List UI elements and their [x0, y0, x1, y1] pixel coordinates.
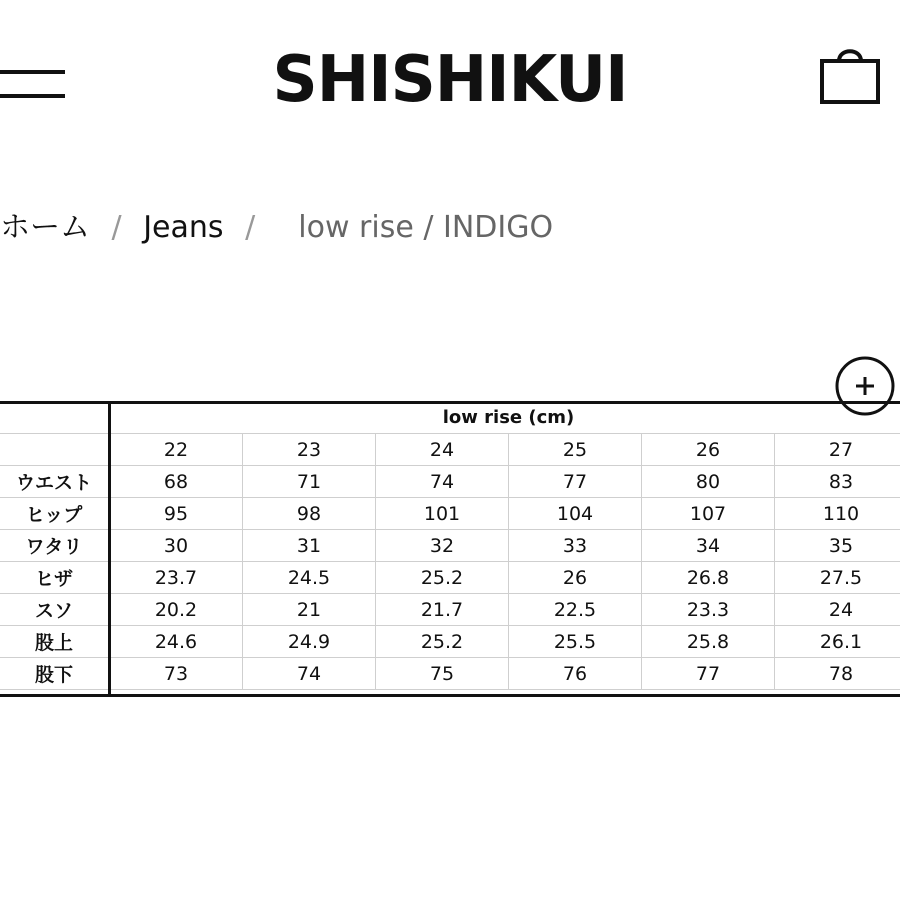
size-header: 24 [376, 434, 509, 466]
table-row [0, 626, 900, 658]
table-cell: 26.8 [642, 562, 775, 594]
size-header-row [0, 434, 900, 466]
table-cell: 74 [376, 466, 509, 498]
table-cell: 23.7 [110, 562, 243, 594]
size-header: 27 [775, 434, 900, 466]
table-title: low rise (cm) [110, 402, 900, 434]
table-row [0, 498, 900, 530]
row-label: ヒップ [0, 498, 110, 530]
table-cell: 110 [775, 498, 900, 530]
table-cell: 26.1 [775, 626, 900, 658]
table-cell: 21 [243, 594, 376, 626]
size-header: 25 [509, 434, 642, 466]
row-label: ヒザ [0, 562, 110, 594]
table-cell: 76 [509, 658, 642, 690]
table-cell: 24.9 [243, 626, 376, 658]
table-cell: 98 [243, 498, 376, 530]
table-cell: 80 [642, 466, 775, 498]
table-cell: 33 [509, 530, 642, 562]
table-cell: 26 [509, 562, 642, 594]
table-cell: 104 [509, 498, 642, 530]
table-cell: 27.5 [775, 562, 900, 594]
table-cell: 75 [376, 658, 509, 690]
table-row [0, 530, 900, 562]
table-cell: 25.8 [642, 626, 775, 658]
table-cell: 31 [243, 530, 376, 562]
table-cell: 107 [642, 498, 775, 530]
row-label: スソ [0, 594, 110, 626]
breadcrumb-separator: / [111, 210, 122, 245]
size-header: 26 [642, 434, 775, 466]
table-cell: 24.5 [243, 562, 376, 594]
size-chart-table [0, 401, 900, 690]
table-cell: 23.3 [642, 594, 775, 626]
table-cell: 25.2 [376, 626, 509, 658]
table-cell: 68 [110, 466, 243, 498]
table-cell: 101 [376, 498, 509, 530]
table-row [0, 658, 900, 690]
table-cell: 35 [775, 530, 900, 562]
table-cell: 21.7 [376, 594, 509, 626]
table-cell: 25.2 [376, 562, 509, 594]
row-label: 股下 [0, 658, 110, 690]
table-cell: 24 [775, 594, 900, 626]
table-corner-cell [0, 434, 110, 466]
table-cell: 74 [243, 658, 376, 690]
table-row [0, 594, 900, 626]
table-cell: 20.2 [110, 594, 243, 626]
table-cell: 77 [642, 658, 775, 690]
row-label: ワタリ [0, 530, 110, 562]
table-cell: 25.5 [509, 626, 642, 658]
table-cell: 83 [775, 466, 900, 498]
size-header: 23 [243, 434, 376, 466]
row-label: 股上 [0, 626, 110, 658]
table-cell: 73 [110, 658, 243, 690]
shopping-bag-icon [816, 40, 884, 108]
table-cell: 95 [110, 498, 243, 530]
table-cell: 32 [376, 530, 509, 562]
breadcrumb-home-link[interactable]: ホーム [0, 210, 90, 245]
size-header: 22 [110, 434, 243, 466]
breadcrumb-current: low rise / INDIGO [298, 210, 554, 245]
table-row [0, 466, 900, 498]
table-cell: 78 [775, 658, 900, 690]
table-cell: 22.5 [509, 594, 642, 626]
table-cell: 71 [243, 466, 376, 498]
breadcrumb [0, 206, 553, 250]
table-corner-cell [0, 402, 110, 434]
table-cell: 34 [642, 530, 775, 562]
breadcrumb-jeans-link[interactable]: Jeans [143, 210, 224, 245]
table-cell: 77 [509, 466, 642, 498]
row-label: ウエスト [0, 466, 110, 498]
breadcrumb-separator: / [245, 210, 256, 245]
table-cell: 24.6 [110, 626, 243, 658]
table-row [0, 562, 900, 594]
site-logo[interactable]: SHISHIKUI [272, 43, 628, 117]
cart-button[interactable] [816, 40, 884, 108]
table-cell: 30 [110, 530, 243, 562]
table-title-row [0, 402, 900, 434]
